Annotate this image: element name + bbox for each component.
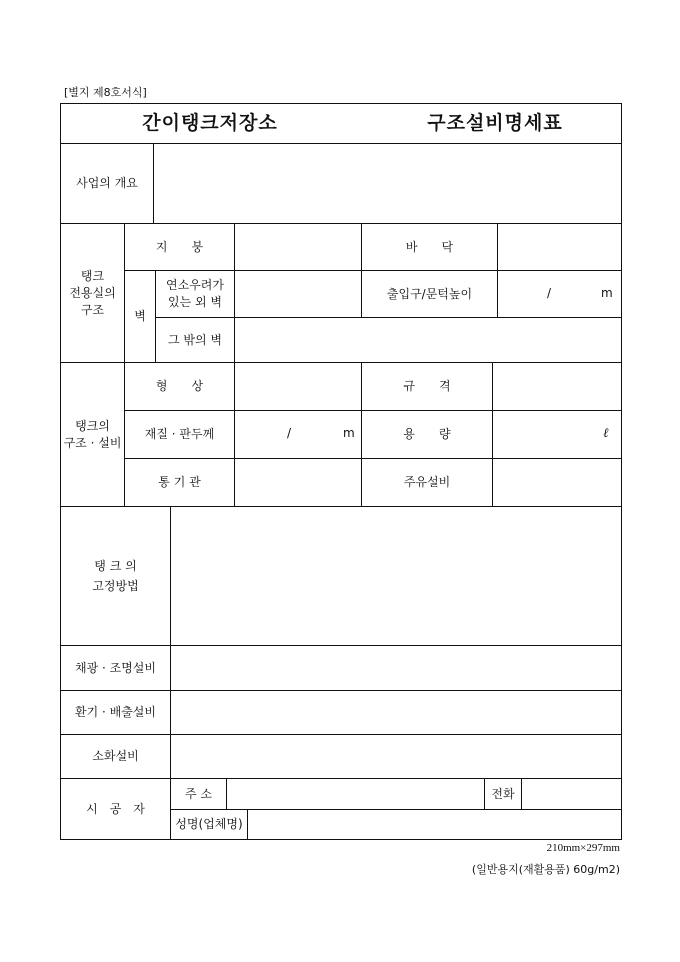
spec-label: 규 격: [403, 379, 451, 393]
tank-room-label-line2: 전용실의: [69, 285, 116, 300]
paper-size-note: 210mm×297mm: [546, 842, 620, 854]
business-overview-field[interactable]: [154, 144, 621, 223]
address-label: 주 소: [185, 786, 212, 801]
name-label: 성명(업체명): [175, 817, 243, 831]
capacity-label: 용 량: [403, 427, 451, 441]
tank-fixing-label: [61, 507, 170, 645]
door-sill-height-field[interactable]: [498, 271, 621, 317]
contractor-label: 시 공 자: [86, 801, 145, 816]
title-right: 구조설비명세표: [427, 111, 563, 134]
tank-structure-line2: 구조 · 설비: [63, 435, 122, 450]
other-wall-label: 그 밖의 벽: [168, 332, 222, 347]
form-number-label: [별지 제8호서식]: [64, 86, 147, 99]
capacity-field[interactable]: [493, 411, 621, 458]
tank-room-label-line1: 탱크: [80, 268, 105, 283]
fire-wall-line1: 연소우려가: [166, 278, 224, 292]
phone-label: 전화: [491, 786, 515, 801]
material-slash: /: [287, 426, 292, 440]
vent-pipe-field[interactable]: [235, 459, 361, 506]
roof-label: 지 붕: [155, 239, 204, 254]
fire-exposed-wall-field[interactable]: [235, 271, 361, 317]
spec-field[interactable]: [493, 363, 621, 410]
door-unit: m: [601, 286, 613, 300]
tank-room-label-line3: 구조: [80, 302, 105, 317]
phone-field[interactable]: [522, 779, 621, 809]
title-left: 간이탱크저장소: [142, 111, 278, 134]
material-thickness-label: 재질 · 판두께: [144, 427, 215, 441]
name-field[interactable]: [248, 810, 621, 839]
fuel-dispenser-field[interactable]: [493, 459, 621, 506]
floor-label: 바 닥: [405, 239, 454, 254]
ventilation-label: 환기 · 배출설비: [75, 705, 156, 719]
fire-wall-line2: 있는 외 벽: [168, 295, 222, 309]
tank-fixing-line1: 탱 크 의: [94, 559, 137, 573]
shape-label: 형 상: [155, 379, 204, 393]
address-field[interactable]: [227, 779, 484, 809]
tank-structure-line1: 탱크의: [75, 418, 110, 433]
door-sill-height-label: 출입구/문턱높이: [386, 286, 473, 301]
fire-exposed-wall-label: [156, 271, 234, 317]
shape-field[interactable]: [235, 363, 361, 410]
tank-structure-label: [61, 363, 124, 506]
business-overview-label: 사업의 개요: [76, 176, 138, 190]
vent-pipe-label: 통 기 관: [158, 475, 201, 489]
tank-fixing-line2: 고정방법: [92, 579, 139, 593]
capacity-unit: ℓ: [603, 425, 609, 440]
material-unit: m: [343, 426, 355, 440]
ventilation-field[interactable]: [171, 691, 621, 734]
tank-fixing-field[interactable]: [171, 507, 621, 645]
lighting-label: 채광 · 조명설비: [75, 660, 156, 675]
wall-label: 벽: [134, 309, 146, 323]
roof-field[interactable]: [235, 224, 361, 270]
door-slash: /: [547, 286, 552, 300]
lighting-field[interactable]: [171, 646, 621, 690]
floor-field[interactable]: [498, 224, 621, 270]
other-wall-field[interactable]: [235, 318, 621, 362]
tank-room-label: [61, 224, 124, 362]
paper-type-note: (일반용지(재활용품) 60g/m2): [471, 863, 620, 876]
fire-extinguishing-label: 소화설비: [92, 749, 139, 763]
material-thickness-field[interactable]: [235, 411, 361, 458]
fuel-dispenser-label: 주유설비: [403, 475, 451, 489]
fire-extinguishing-field[interactable]: [171, 735, 621, 778]
